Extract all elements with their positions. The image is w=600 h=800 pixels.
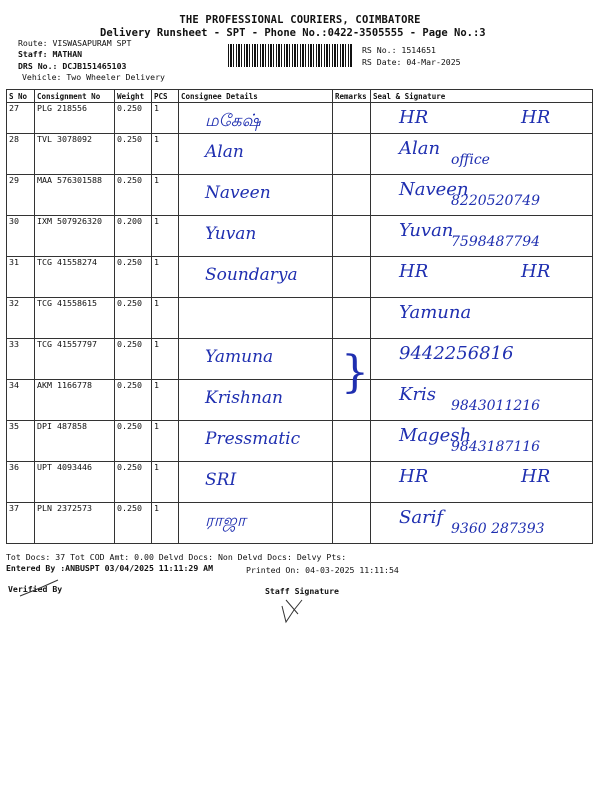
consignee-handwriting: Krishnan: [205, 388, 283, 408]
row-seal: [371, 421, 593, 462]
row-pcs: 1: [152, 380, 179, 421]
row-remarks: [333, 216, 371, 257]
row-sno: 27: [7, 103, 35, 134]
row-remarks: [333, 503, 371, 544]
row-remarks: [333, 380, 371, 421]
table-header-row: [7, 90, 593, 103]
row-weight: 0.250: [115, 380, 152, 421]
row-weight: 0.250: [115, 257, 152, 298]
row-consignee: [179, 216, 333, 257]
staff-signature-label: Staff Signature: [265, 586, 339, 596]
row-weight: 0.250: [115, 103, 152, 134]
row-sno: 32: [7, 298, 35, 339]
row-consignment: UPT 4093446: [35, 462, 115, 503]
row-seal: [371, 503, 593, 544]
row-consignee: [179, 257, 333, 298]
row-consignee: [179, 380, 333, 421]
entered-by-line: Entered By :ANBUSPT 03/04/2025 11:11:29 AM: [6, 563, 214, 573]
barcode-image: [228, 44, 353, 67]
seal-handwriting: HR: [399, 107, 429, 128]
row-seal: [371, 380, 593, 421]
row-pcs: 1: [152, 103, 179, 134]
row-sno: 30: [7, 216, 35, 257]
table-row: [7, 339, 593, 380]
row-consignment: MAA 576301588: [35, 175, 115, 216]
consignee-handwriting: Naveen: [205, 183, 271, 203]
row-consignee: [179, 503, 333, 544]
rs-date-label: RS Date: 04-Mar-2025: [362, 57, 461, 67]
row-pcs: 1: [152, 175, 179, 216]
row-sno: 28: [7, 134, 35, 175]
seal-phone-handwriting: 9360 287393: [451, 521, 545, 537]
row-weight: 0.250: [115, 175, 152, 216]
row-remarks: [333, 298, 371, 339]
row-consignee: [179, 462, 333, 503]
row-weight: 0.250: [115, 339, 152, 380]
row-weight: 0.250: [115, 503, 152, 544]
col-remarks: Remarks: [333, 90, 371, 103]
row-consignee: [179, 421, 333, 462]
row-consignment: AKM 1166778: [35, 380, 115, 421]
row-seal: [371, 103, 593, 134]
row-remarks: [333, 257, 371, 298]
company-title: THE PROFESSIONAL COURIERS, COIMBATORE: [179, 14, 421, 26]
seal-handwriting: HR: [399, 466, 429, 487]
row-remarks: [333, 462, 371, 503]
runsheet-subtitle: Delivery Runsheet - SPT - Phone No.:0422-3505555 - Page No.:3: [100, 27, 486, 39]
row-seal: [371, 462, 593, 503]
rs-no-label: RS No.: 1514651: [362, 45, 436, 55]
seal-handwriting: 9442256816: [399, 343, 514, 364]
row-consignee: [179, 339, 333, 380]
row-remarks: [333, 134, 371, 175]
seal-handwriting: Naveen: [399, 179, 469, 200]
table-row: [7, 503, 593, 544]
table-row: [7, 134, 593, 175]
row-consignee: [179, 103, 333, 134]
row-weight: 0.200: [115, 216, 152, 257]
row-consignment: PLN 2372573: [35, 503, 115, 544]
row-pcs: 1: [152, 339, 179, 380]
consignee-handwriting: Pressmatic: [205, 429, 301, 449]
table-row: [7, 103, 593, 134]
row-consignee: [179, 134, 333, 175]
table-row: [7, 216, 593, 257]
seal-phone-handwriting: 9843187116: [451, 439, 541, 455]
seal-handwriting: HR: [399, 261, 429, 282]
row-seal: [371, 216, 593, 257]
seal-handwriting: Magesh: [399, 425, 472, 446]
row-sno: 37: [7, 503, 35, 544]
row-consignment: IXM 507926320: [35, 216, 115, 257]
seal-handwriting: Sarif: [399, 507, 444, 528]
seal-phone-handwriting: office: [451, 152, 490, 168]
row-remarks: [333, 339, 371, 398]
table-row: [7, 298, 593, 339]
seal-second-handwriting: HR: [521, 466, 551, 487]
row-consignee: [179, 298, 333, 339]
row-remarks: [333, 175, 371, 216]
row-consignment: TCG 41557797: [35, 339, 115, 380]
col-sno: S No: [7, 90, 35, 103]
row-pcs: 1: [152, 462, 179, 503]
table-row: [7, 421, 593, 462]
row-pcs: 1: [152, 421, 179, 462]
row-pcs: 1: [152, 134, 179, 175]
col-consignment: Consignment No: [35, 90, 115, 103]
row-consignee: [179, 175, 333, 216]
consignee-handwriting: SRI: [205, 470, 237, 490]
vehicle-label: Vehicle: Two Wheeler Delivery: [22, 72, 165, 82]
col-pcs: PCS: [152, 90, 179, 103]
row-consignment: TCG 41558615: [35, 298, 115, 339]
consignee-handwriting: Yuvan: [205, 224, 257, 244]
totals-line: Tot Docs: 37 Tot COD Amt: 0.00 Delvd Docs: Non Delvd Docs: Delvy Pts:: [6, 552, 347, 562]
row-pcs: 1: [152, 503, 179, 544]
row-weight: 0.250: [115, 421, 152, 462]
row-seal: [371, 175, 593, 216]
row-sno: 33: [7, 339, 35, 380]
consignee-handwriting: Yamuna: [205, 347, 274, 367]
row-weight: 0.250: [115, 462, 152, 503]
seal-handwriting: Kris: [399, 384, 437, 405]
row-pcs: 1: [152, 257, 179, 298]
seal-phone-handwriting: 7598487794: [451, 234, 541, 250]
remarks-brace: }: [341, 347, 369, 398]
drs-label: DRS No.: DCJB151465103: [18, 61, 127, 71]
row-pcs: 1: [152, 298, 179, 339]
seal-second-handwriting: HR: [521, 107, 551, 128]
row-seal: [371, 134, 593, 175]
consignee-handwriting: Alan: [205, 142, 244, 162]
row-seal: [371, 298, 593, 339]
seal-handwriting: Alan: [399, 138, 441, 159]
row-sno: 34: [7, 380, 35, 421]
row-remarks: [333, 421, 371, 462]
row-weight: 0.250: [115, 298, 152, 339]
row-consignment: PLG 218556: [35, 103, 115, 134]
row-weight: 0.250: [115, 134, 152, 175]
row-sno: 29: [7, 175, 35, 216]
table-row: [7, 257, 593, 298]
seal-phone-handwriting: 8220520749: [451, 193, 541, 209]
seal-handwriting: Yamuna: [399, 302, 472, 323]
row-seal: [371, 339, 593, 380]
col-consignee: Consignee Details: [179, 90, 333, 103]
row-sno: 36: [7, 462, 35, 503]
consignee-handwriting: மகேஷ்: [205, 111, 261, 131]
row-consignment: DPI 487858: [35, 421, 115, 462]
row-sno: 35: [7, 421, 35, 462]
row-remarks: [333, 103, 371, 134]
runsheet-table: [6, 89, 593, 544]
row-sno: 31: [7, 257, 35, 298]
row-consignment: TVL 3078092: [35, 134, 115, 175]
printed-on-line: Printed On: 04-03-2025 11:11:54: [246, 565, 399, 575]
staff-label: Staff: MATHAN: [18, 49, 83, 59]
seal-phone-handwriting: 9843011216: [451, 398, 541, 414]
consignee-handwriting: ராஜா: [205, 511, 246, 531]
row-pcs: 1: [152, 216, 179, 257]
seal-second-handwriting: HR: [521, 261, 551, 282]
col-weight: Weight: [115, 90, 152, 103]
seal-handwriting: Yuvan: [399, 220, 454, 241]
consignee-handwriting: Soundarya: [205, 265, 298, 285]
route-label: Route: VISWASAPURAM SPT: [18, 38, 132, 48]
table-row: [7, 380, 593, 421]
verified-by-label: Verified By: [8, 584, 63, 594]
row-seal: [371, 257, 593, 298]
table-row: [7, 175, 593, 216]
col-seal: Seal & Signature: [371, 90, 593, 103]
signature-marks: [0, 570, 600, 630]
table-row: [7, 462, 593, 503]
row-consignment: TCG 41558274: [35, 257, 115, 298]
